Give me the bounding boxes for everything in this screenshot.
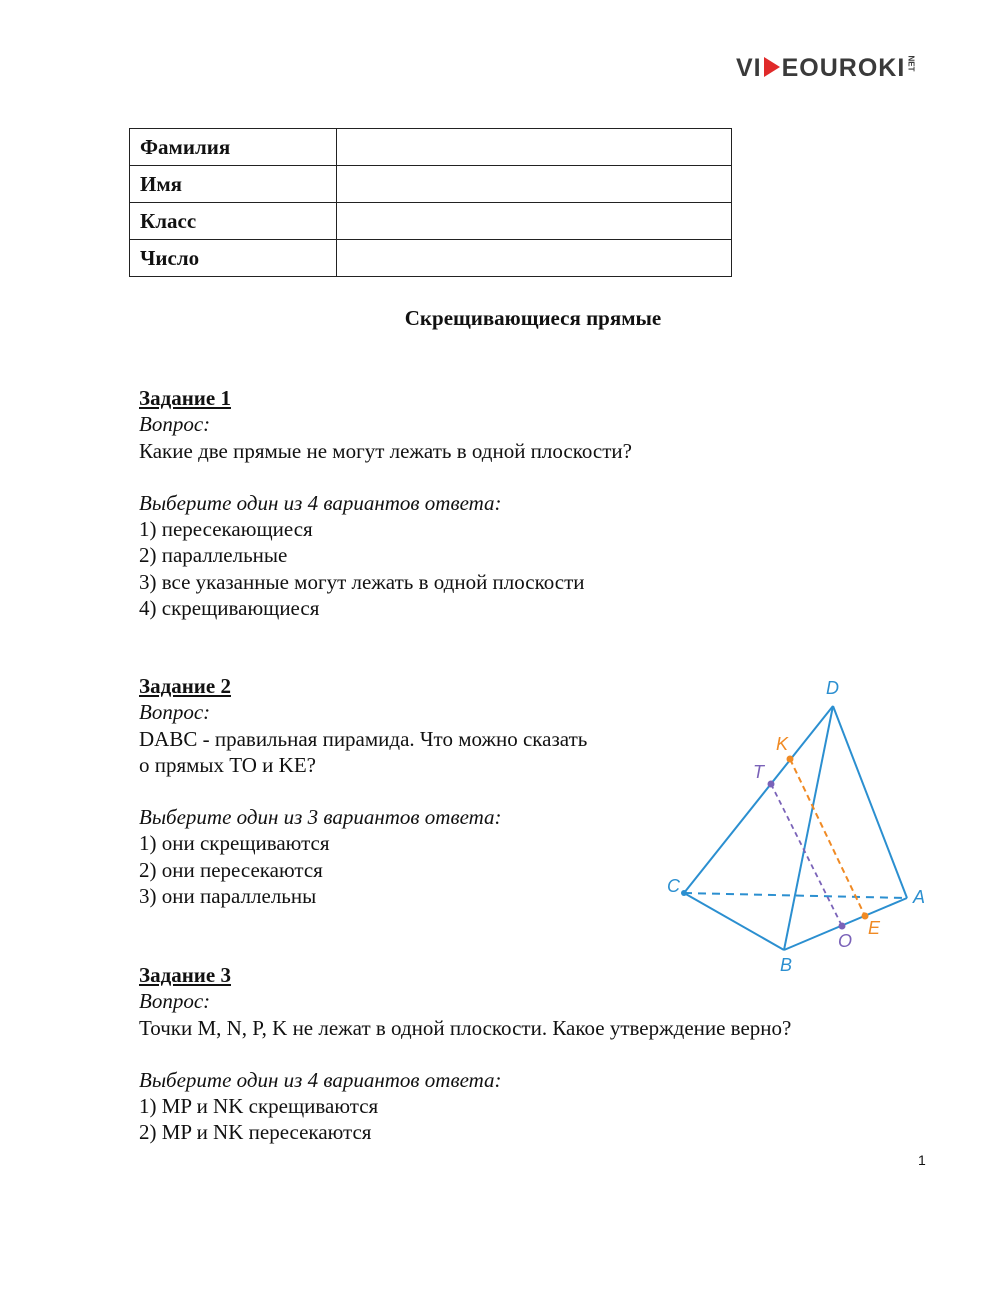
choose-label: Выберите один из 4 вариантов ответа: <box>139 490 502 515</box>
question-text: DABC - правильная пирамида. Что можно сказать <box>139 726 588 751</box>
line-ke <box>790 759 865 916</box>
choose-label: Выберите один из 4 вариантов ответа: <box>139 1067 502 1092</box>
label-o: O <box>838 931 853 951</box>
play-icon <box>764 57 780 77</box>
question-text: о прямых TO и KE? <box>139 752 316 777</box>
point-t <box>768 781 775 788</box>
class-label: Класс <box>130 203 337 240</box>
point-k <box>787 756 794 763</box>
task-heading: Задание 2 <box>139 674 231 698</box>
answer-option[interactable]: 3) они параллельны <box>139 884 317 909</box>
page-title: Скрещивающиеся прямые <box>404 306 662 330</box>
label-e: E <box>868 918 881 938</box>
answer-option[interactable]: 1) MP и NK скрещиваются <box>139 1094 379 1119</box>
question-label: Вопрос: <box>139 412 211 437</box>
question-label: Вопрос: <box>139 700 211 725</box>
class-field[interactable] <box>336 203 731 240</box>
line-to <box>771 784 842 926</box>
name-field[interactable] <box>336 166 731 203</box>
edge-da <box>833 706 907 898</box>
task-3 <box>139 962 791 1146</box>
point-c <box>681 890 687 896</box>
table-row <box>130 166 732 203</box>
question-text: Точки M, N, P, K не лежат в одной плоскости. Какое утверждение верно? <box>139 1015 792 1040</box>
point-o <box>839 923 846 930</box>
task-1 <box>139 385 632 621</box>
task-heading: Задание 1 <box>139 386 231 410</box>
answer-option[interactable]: 4) скрещивающиеся <box>139 596 320 621</box>
choose-label: Выберите один из 3 вариантов ответа: <box>139 805 502 830</box>
page-number: 1 <box>918 1152 926 1168</box>
table-row <box>130 129 732 166</box>
edge-db <box>784 706 833 950</box>
student-info-table <box>129 128 732 277</box>
label-c: C <box>667 876 680 896</box>
answer-option[interactable]: 2) MP и NK пересекаются <box>139 1120 372 1145</box>
surname-field[interactable] <box>336 129 731 166</box>
label-t: T <box>753 762 764 782</box>
edge-cb <box>684 893 784 950</box>
question-label: Вопрос: <box>139 989 211 1014</box>
answer-option[interactable]: 2) они пересекаются <box>139 857 323 882</box>
table-row <box>130 240 732 277</box>
name-label: Имя <box>130 166 337 203</box>
answer-option[interactable]: 1) они скрещиваются <box>139 831 330 856</box>
question-text: Какие две прямые не могут лежать в одной плоскости? <box>139 438 632 463</box>
date-label: Число <box>130 240 337 277</box>
label-b: B <box>780 955 793 975</box>
task-heading: Задание 3 <box>139 963 231 987</box>
table-row <box>130 203 732 240</box>
answer-option[interactable]: 2) параллельные <box>139 543 288 568</box>
date-field[interactable] <box>336 240 731 277</box>
label-k: K <box>776 734 789 754</box>
surname-label: Фамилия <box>130 129 337 166</box>
label-d: D <box>826 678 839 698</box>
answer-option[interactable]: 1) пересекающиеся <box>139 517 313 542</box>
videouroki-logo: VI EOUROKI NET <box>736 54 916 82</box>
task-2 <box>139 673 587 909</box>
pyramid-figure <box>655 672 955 982</box>
answer-option[interactable]: 3) все указанные могут лежать в одной плоскости <box>139 569 585 594</box>
label-a: A <box>913 887 926 907</box>
